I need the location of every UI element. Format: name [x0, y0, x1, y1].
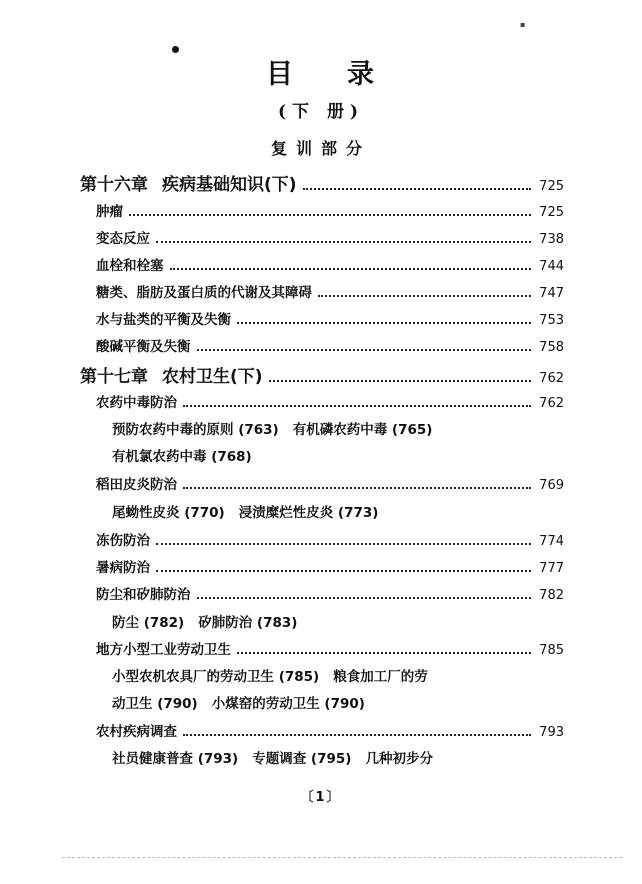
toc-subentry[interactable]: 矽肺防治 (783)	[198, 615, 298, 631]
toc-entry[interactable]	[96, 529, 564, 549]
dot-leader	[197, 349, 532, 351]
title-char-1: 目	[266, 59, 295, 90]
dot-leader	[183, 734, 531, 736]
dot-leader	[183, 405, 531, 407]
dot-leader	[183, 487, 531, 489]
toc-chapter[interactable]	[80, 170, 564, 195]
toc-subentry-line	[112, 418, 446, 438]
toc-entry[interactable]	[96, 583, 564, 603]
toc-subentry-line	[112, 665, 442, 685]
page-number: 747	[539, 286, 564, 301]
page-number: 744	[539, 259, 564, 274]
page-number: 753	[539, 313, 564, 328]
toc-entry-label: 血栓和栓塞	[96, 258, 164, 274]
toc-subentry[interactable]: 有机磷农药中毒 (765)	[292, 422, 433, 438]
toc-entry-label: 稻田皮炎防治	[96, 477, 177, 493]
toc-entry-label: 防尘和矽肺防治	[96, 587, 191, 603]
toc-subentry-line	[112, 611, 311, 631]
toc-entry[interactable]	[96, 638, 564, 658]
dot-leader	[156, 241, 531, 243]
toc-subentry[interactable]: 社员健康普查 (793)	[112, 751, 239, 767]
scan-speck: ▪	[520, 20, 526, 29]
scan-edge-line	[62, 857, 622, 858]
toc-subentry[interactable]: 有机氯农药中毒 (768)	[112, 449, 252, 465]
toc-entry-label: 肿瘤	[96, 204, 123, 220]
toc-entry[interactable]	[96, 720, 564, 740]
toc-entry[interactable]	[96, 308, 564, 328]
toc-entry-label: 暑病防治	[96, 560, 150, 576]
page-number: 762	[539, 396, 564, 411]
page-number: 782	[539, 588, 564, 603]
page-folio: 〔1〕	[300, 790, 342, 805]
toc-subentry[interactable]: 几种初步分	[365, 751, 433, 767]
toc-entry-label: 糖类、脂肪及蛋白质的代谢及其障碍	[96, 285, 312, 301]
toc-chapter-label	[80, 362, 263, 387]
toc-entry-label: 农药中毒防治	[96, 395, 177, 411]
toc-subentry[interactable]: 粮食加工厂的劳	[333, 669, 428, 685]
dot-leader	[197, 597, 532, 599]
page-number: 762	[539, 371, 564, 386]
page-title	[0, 52, 642, 91]
toc-subentry[interactable]: 小型农机农具厂的劳动卫生 (785)	[112, 669, 320, 685]
toc-subentry-line	[112, 692, 379, 712]
toc-subentry[interactable]: 小煤窑的劳动卫生 (790)	[211, 696, 365, 712]
toc-chapter[interactable]	[80, 362, 564, 387]
dot-leader	[237, 322, 531, 324]
toc-chapter-label	[80, 170, 297, 195]
toc-subentry-line	[112, 445, 266, 465]
toc-subentry[interactable]: 专题调查 (795)	[252, 751, 352, 767]
section-heading: 复训部分	[270, 139, 371, 158]
chapter-title: 农村卫生(下)	[162, 367, 263, 387]
dot-leader	[318, 295, 531, 297]
chapter-title: 疾病基础知识(下)	[162, 175, 297, 195]
dot-leader	[156, 570, 531, 572]
toc-entry[interactable]	[96, 254, 564, 274]
dot-leader	[269, 380, 531, 382]
toc-subentry[interactable]: 防尘 (782)	[112, 615, 185, 631]
toc-entry-label: 水与盐类的平衡及失衡	[96, 312, 231, 328]
page-number: 774	[539, 534, 564, 549]
page-number: 793	[539, 725, 564, 740]
toc-entry[interactable]	[96, 200, 564, 220]
page-number: 785	[539, 643, 564, 658]
dot-leader	[129, 214, 531, 216]
toc-entry-label: 变态反应	[96, 231, 150, 247]
page-number: 777	[539, 561, 564, 576]
page-number: 738	[539, 232, 564, 247]
page-number: 769	[539, 478, 564, 493]
toc-subentry-line	[112, 501, 392, 521]
toc-subentry[interactable]: 预防农药中毒的原则 (763)	[112, 422, 279, 438]
toc-entry[interactable]	[96, 391, 564, 411]
toc-subentry[interactable]: 尾蚴性皮炎 (770)	[112, 505, 225, 521]
chapter-number: 第十六章	[80, 175, 148, 195]
toc-subentry-line	[112, 747, 447, 767]
dot-leader	[156, 543, 531, 545]
page-number: 725	[539, 205, 564, 220]
toc-entry[interactable]	[96, 281, 564, 301]
page-number: 725	[539, 179, 564, 194]
dot-leader	[170, 268, 532, 270]
toc-entry[interactable]	[96, 556, 564, 576]
dot-leader	[303, 188, 531, 190]
title-char-2: 录	[347, 59, 376, 90]
toc-entry-label: 酸碱平衡及失衡	[96, 339, 191, 355]
dot-leader	[237, 652, 531, 654]
page-number: 758	[539, 340, 564, 355]
volume-label: (下 册)	[277, 102, 364, 122]
toc-subentry[interactable]: 动卫生 (790)	[112, 696, 198, 712]
toc-subentry[interactable]: 浸渍糜烂性皮炎 (773)	[238, 505, 379, 521]
chapter-number: 第十七章	[80, 367, 148, 387]
toc-entry-label: 农村疾病调查	[96, 724, 177, 740]
toc-entry[interactable]	[96, 227, 564, 247]
toc-entry[interactable]	[96, 473, 564, 493]
toc-entry[interactable]	[96, 335, 564, 355]
toc-entry-label: 地方小型工业劳动卫生	[96, 642, 231, 658]
toc-entry-label: 冻伤防治	[96, 533, 150, 549]
